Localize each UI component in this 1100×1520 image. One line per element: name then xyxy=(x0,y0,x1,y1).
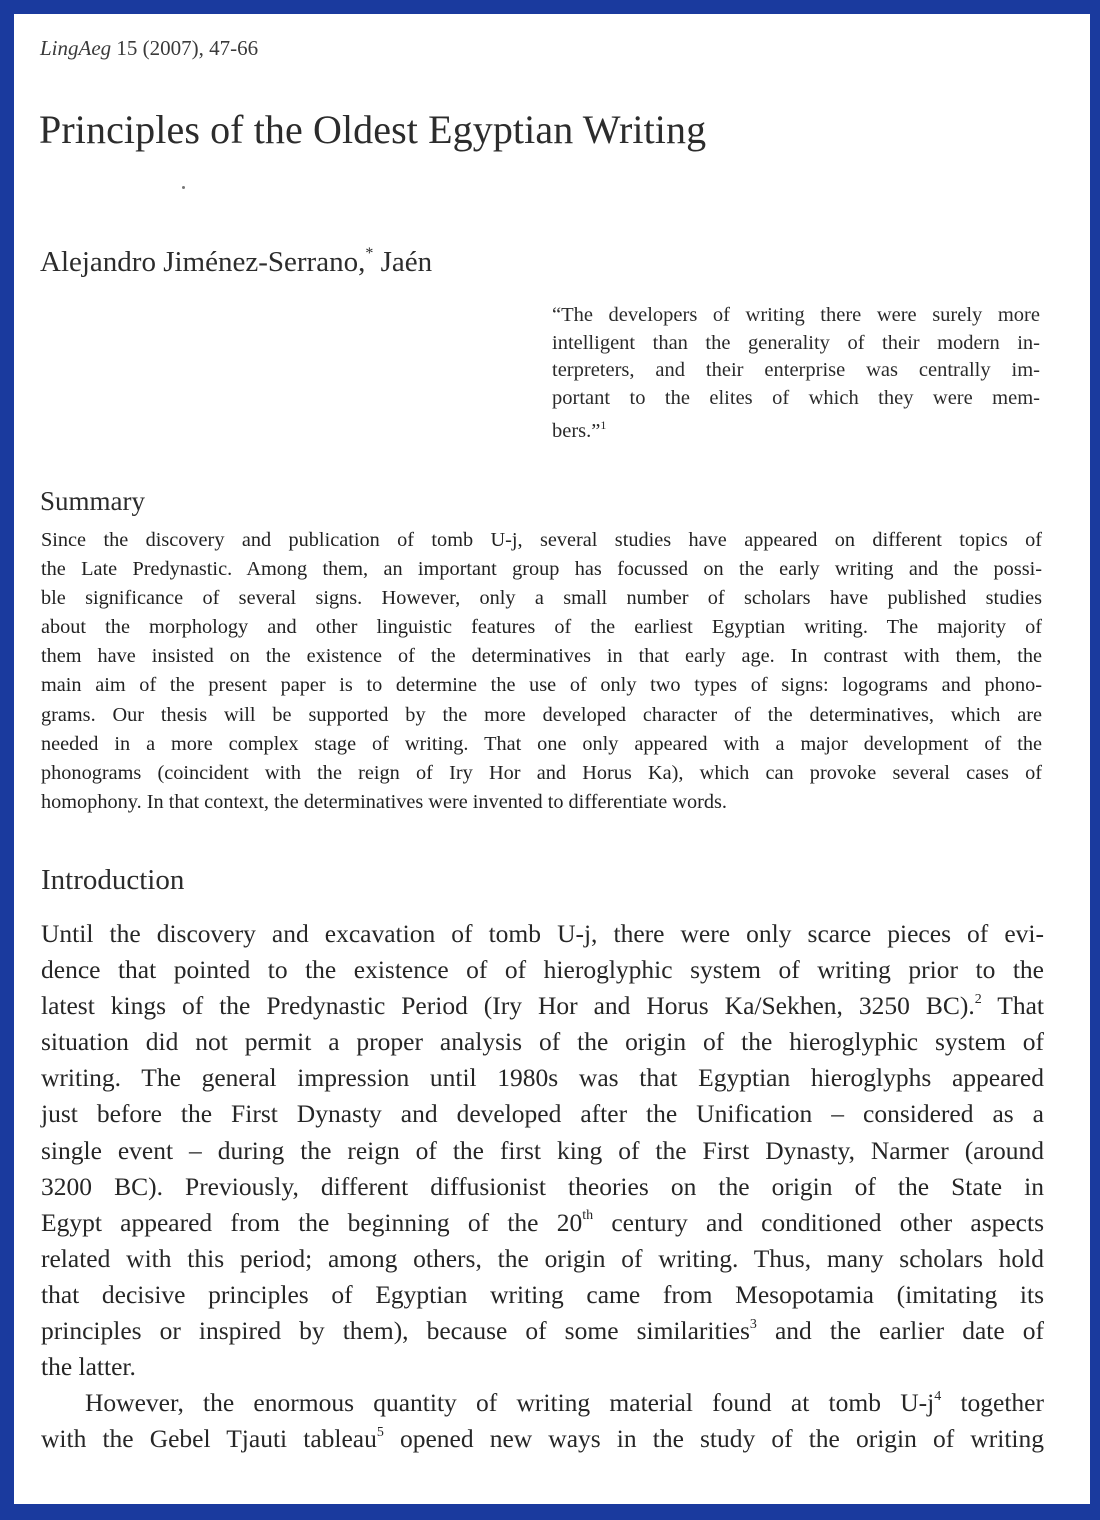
summary-line: phonograms (coincident with the reign of Iry Hor and Horus Ka), which can provoke several cases of xyxy=(41,761,1042,784)
intro-line xyxy=(41,988,1044,1024)
intro-text: principles or inspired by them), because of some similarities xyxy=(41,1316,750,1346)
intro-line: that decisive principles of Egyptian writing came from Mesopotamia (imitating its xyxy=(41,1279,1044,1309)
scan-speck xyxy=(182,186,185,189)
summary-line: the Late Predynastic. Among them, an important group has focussed on the early writing and the possi- xyxy=(41,558,1042,581)
epigraph-line: terpreters, and their enterprise was centrally im- xyxy=(552,359,1040,382)
summary-heading: Summary xyxy=(40,486,145,516)
intro-line: Until the discovery and excavation of tomb U-j, there were only scarce pieces of evi- xyxy=(41,919,1044,948)
footnote-ref: 1 xyxy=(600,418,607,433)
intro-text: That xyxy=(981,991,1044,1021)
journal-citation xyxy=(40,36,258,61)
introduction-heading: Introduction xyxy=(41,864,185,896)
intro-line xyxy=(41,1205,1044,1241)
intro-line xyxy=(41,1421,1044,1457)
intro-line: related with this period; among others, the origin of writing. Thus, many scholars hold xyxy=(41,1243,1044,1273)
epigraph-line: intelligent than the generality of their modern in- xyxy=(552,331,1040,354)
journal-name: LingAeg xyxy=(40,36,112,60)
intro-text: and the earlier date of xyxy=(756,1316,1044,1346)
ordinal-suffix: th xyxy=(582,1208,594,1224)
intro-line xyxy=(41,1313,1044,1349)
epigraph-line: “The developers of writing there were surely more xyxy=(552,304,1040,326)
author-name: Alejandro Jiménez-Serrano, xyxy=(40,246,366,278)
summary-line: about the morphology and other linguistic features of the earliest Egyptian writing. The majority of xyxy=(41,616,1042,639)
footnote-ref: 5 xyxy=(376,1424,384,1440)
author-place: Jaén xyxy=(373,246,433,278)
intro-text: together xyxy=(941,1388,1044,1418)
intro-line: dence that pointed to the existence of of hieroglyphic system of writing prior to the xyxy=(41,955,1044,985)
summary-line: Since the discovery and publication of tomb U-j, several studies have appeared on different topics of xyxy=(41,529,1042,551)
author-footnote-marker: * xyxy=(365,245,374,263)
summary-line: needed in a more complex stage of writing. That one only appeared with a major development of the xyxy=(41,732,1042,755)
epigraph-line-text: bers.” xyxy=(552,420,601,443)
paper-page xyxy=(14,14,1090,1504)
footnote-ref: 2 xyxy=(974,991,982,1007)
summary-line: grams. Our thesis will be supported by the more developed character of the determinatives, which are xyxy=(41,703,1042,726)
intro-line: writing. The general impression until 1980s was that Egyptian hieroglyphs appeared xyxy=(41,1063,1044,1093)
footnote-ref: 4 xyxy=(934,1388,942,1404)
introduction-body xyxy=(41,916,1044,1457)
summary-line: ble significance of several signs. However, only a small number of scholars have published studies xyxy=(41,587,1042,610)
paper-title: Principles of the Oldest Egyptian Writing xyxy=(39,107,707,152)
intro-text: Egypt appeared from the beginning of the 20 xyxy=(41,1207,583,1237)
summary-line: homophony. In that context, the determinatives were invented to differentiate words. xyxy=(41,790,727,813)
intro-line xyxy=(41,1385,1044,1421)
summary-line: them have insisted on the existence of the determinatives in that early age. In contrast with them, the xyxy=(41,645,1042,668)
author-line xyxy=(40,246,432,279)
epigraph-quote xyxy=(552,302,1040,446)
intro-text: latest kings of the Predynastic Period (Iry Hor and Horus Ka/Sekhen, 3250 BC). xyxy=(41,991,975,1021)
intro-text: century and conditioned other aspects xyxy=(593,1207,1045,1237)
intro-line: single event – during the reign of the first king of the First Dynasty, Narmer (around xyxy=(41,1135,1044,1165)
intro-text: opened new ways in the study of the origin of writing xyxy=(383,1424,1044,1454)
intro-text: with the Gebel Tjauti tableau xyxy=(41,1424,377,1454)
epigraph-line xyxy=(552,412,1040,445)
summary-line: main aim of the present paper is to determine the use of only two types of signs: logograms and phono- xyxy=(41,674,1042,697)
intro-line: just before the First Dynasty and developed after the Unification – considered as a xyxy=(41,1099,1044,1129)
volume-pages: 15 (2007), 47-66 xyxy=(111,36,259,60)
footnote-ref: 3 xyxy=(749,1316,757,1332)
intro-line: 3200 BC). Previously, different diffusionist theories on the origin of the State in xyxy=(41,1171,1044,1201)
intro-line: the latter. xyxy=(41,1352,136,1382)
intro-line: situation did not permit a proper analysis of the origin of the hieroglyphic system of xyxy=(41,1027,1044,1057)
epigraph-line: portant to the elites of which they were mem- xyxy=(552,386,1040,409)
summary-paragraph xyxy=(41,526,1042,817)
intro-text: However, the enormous quantity of writing material found at tomb U-j xyxy=(85,1388,935,1418)
